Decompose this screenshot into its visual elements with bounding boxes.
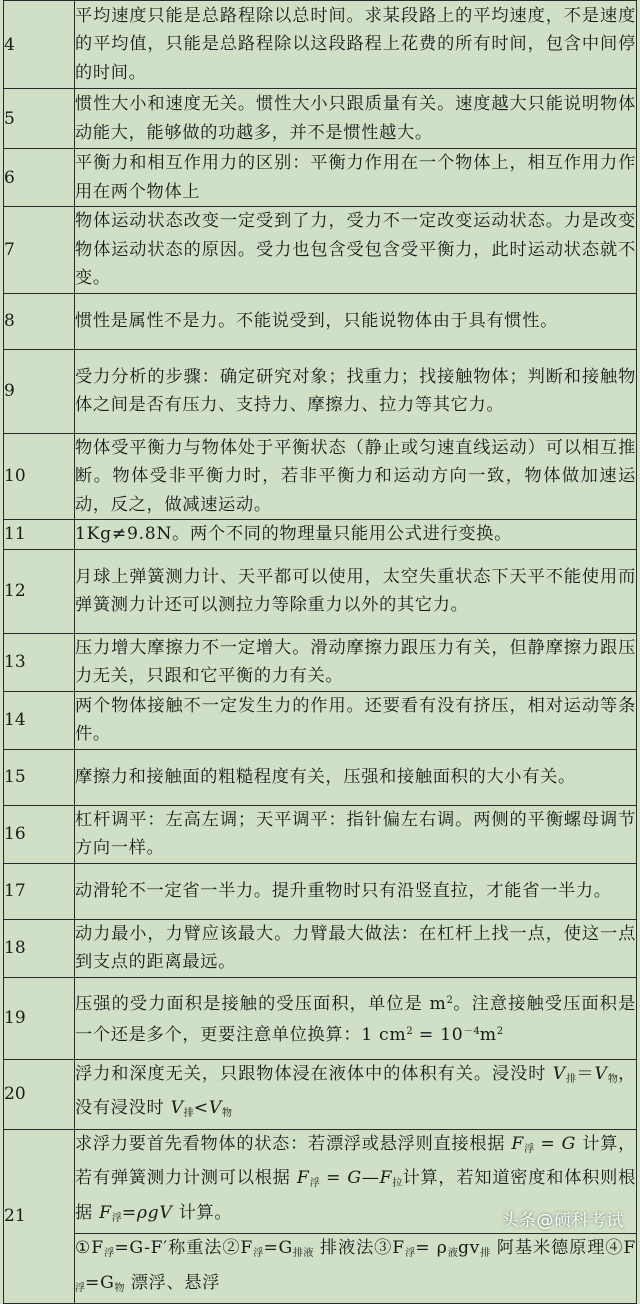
- table-row: [4, 919, 637, 977]
- row-text: [75, 1234, 637, 1304]
- subscript: 排: [565, 1073, 577, 1085]
- table-row: [4, 293, 637, 349]
- text-segment: =G: [263, 1238, 293, 1258]
- text-segment: 计算，若知道密度和体积则根据: [75, 1168, 637, 1223]
- row-number: 4: [4, 1, 75, 89]
- variable: F: [296, 1168, 310, 1188]
- text-segment: 计算，若有弹簧测力计测可以根据: [75, 1133, 637, 1188]
- row-text: 平衡力和相互作用力的区别：平衡力作用在一个物体上，相互作用力作用在两个物体上: [75, 149, 637, 207]
- row-text: 物体受平衡力与物体处于平衡状态（静止或匀速直线运动）可以相互推断。物体受非平衡力时，若非平衡力和运动方向一致，物体做加速运动，反之，做减速运动。: [75, 433, 637, 520]
- physics-notes-table: [3, 0, 637, 1304]
- row-number: 9: [4, 349, 75, 433]
- text-segment: =G-F′称重法②F: [114, 1238, 254, 1258]
- operator: =: [121, 1202, 137, 1223]
- row-text: 压力增大摩擦力不一定增大。滑动摩擦力跟压力有关，但静摩擦力跟压力无关，只跟和它平衡的力有关。: [75, 633, 637, 691]
- variable: V: [208, 1098, 222, 1118]
- table-row: [4, 749, 637, 805]
- variable: V: [552, 1063, 566, 1084]
- subscript: 浮: [111, 1212, 122, 1224]
- operator: =: [534, 1133, 562, 1154]
- text-segment: 计算。: [172, 1202, 233, 1223]
- operator: —: [361, 1168, 380, 1188]
- row-text: 摩擦力和接触面的粗糙程度有关，压强和接触面积的大小有关。: [75, 749, 637, 805]
- table-row: [4, 1234, 637, 1304]
- row-number: 18: [4, 919, 75, 977]
- text-segment: 求浮力要首先看物体的状态：若漂浮或悬浮则直接根据: [75, 1133, 512, 1154]
- text-segment: =G: [85, 1272, 115, 1293]
- table-row: [4, 349, 637, 433]
- operator: ＝: [576, 1063, 595, 1084]
- text-segment: ①F: [75, 1238, 104, 1258]
- variable: V: [594, 1063, 608, 1084]
- text-segment: 漂浮、悬浮: [124, 1272, 221, 1293]
- row-number: 20: [4, 1059, 75, 1129]
- row-number: 17: [4, 863, 75, 919]
- row-number: 19: [4, 977, 75, 1059]
- row-text: [75, 977, 637, 1059]
- row-number: 10: [4, 433, 75, 520]
- table-row: [4, 805, 637, 863]
- variable: F: [99, 1202, 112, 1223]
- row-text: 动滑轮不一定省一半力。提升重物时只有沿竖直拉，才能省一半力。: [75, 863, 637, 919]
- watermark: 头条@硕科考试: [501, 1211, 624, 1231]
- variable: G: [561, 1133, 577, 1154]
- superscript: 2: [496, 1026, 504, 1037]
- row-text: [75, 1059, 637, 1129]
- row-number: 15: [4, 749, 75, 805]
- subscript: 排液: [292, 1248, 314, 1259]
- table-row: [4, 207, 637, 294]
- subscript: 浮: [103, 1248, 115, 1259]
- subscript: 浮: [253, 1248, 264, 1259]
- table-row: [4, 549, 637, 633]
- table-row: [4, 633, 637, 691]
- row-text: 月球上弹簧测力计、天平都可以使用，太空失重状态下天平不能使用而弹簧测力计还可以测拉力等除重力以外的其它力。: [75, 549, 637, 633]
- row-number: 5: [4, 89, 75, 149]
- text-segment: 浮力和深度无关，只跟物体浸在液体中的体积有关。浸没时: [75, 1063, 553, 1084]
- subscript: 液: [447, 1248, 458, 1259]
- table-row: [4, 149, 637, 207]
- subscript: 浮: [404, 1248, 416, 1259]
- subscript: 物: [607, 1073, 619, 1085]
- table-row: [4, 1, 637, 89]
- row-text: 受力分析的步骤：确定研究对象；找重力；找接触物体；判断和接触物体之间是否有压力、支持力、摩擦力、拉力等其它力。: [75, 349, 637, 433]
- row-number: 16: [4, 805, 75, 863]
- subscript: 浮: [524, 1143, 535, 1155]
- subscript: 物: [221, 1108, 232, 1119]
- row-text: 两个物体接触不一定发生力的作用。还要看有没有挤压，相对运动等条件。: [75, 691, 637, 749]
- text-segment: 排液法③F: [313, 1238, 405, 1258]
- row-text: 物体运动状态改变一定受到了力，受力不一定改变运动状态。力是改变物体运动状态的原因。受力也包含受包含受平衡力，此时运动状态就不变。: [75, 207, 637, 294]
- subscript: 拉: [392, 1178, 403, 1189]
- row-number: 11: [4, 520, 75, 550]
- table-row: [4, 520, 637, 550]
- text-segment: 。注意接触受压面积是一个还是多个，更要注意单位换算：1 cm: [75, 993, 636, 1045]
- text-segment: 压强的受力面积是接触的受压面积，单位是 m: [75, 993, 447, 1014]
- operator: =: [319, 1168, 348, 1188]
- row-number: 14: [4, 691, 75, 749]
- variable: V: [170, 1098, 184, 1118]
- subscript: 物: [114, 1282, 125, 1294]
- table-row: [4, 691, 637, 749]
- row-number: 13: [4, 633, 75, 691]
- text-segment: = 10: [412, 1025, 464, 1045]
- table-row: [4, 977, 637, 1059]
- variable: G: [347, 1168, 362, 1188]
- text-segment: m: [479, 1025, 497, 1045]
- row-number: 12: [4, 549, 75, 633]
- text-segment: gv: [457, 1238, 481, 1258]
- table-row: [4, 433, 637, 520]
- row-text: 惯性是属性不是力。不能说受到，只能说物体由于具有惯性。: [75, 293, 637, 349]
- superscript: －4: [463, 1026, 480, 1037]
- row-text: 惯性大小和速度无关。惯性大小只跟质量有关。速度越大只能说明物体动能大，能够做的功越多，并不是惯性越大。: [75, 89, 637, 149]
- row-text: 杠杆调平：左高左调；天平调平：指针偏左右调。两侧的平衡螺母调节方向一样。: [75, 805, 637, 863]
- subscript: 浮: [75, 1282, 85, 1294]
- superscript: 2: [406, 1026, 413, 1037]
- row-text: 动力最小，力臂应该最大。力臂最大做法：在杠杆上找一点，使这一点到支点的距离最远。: [75, 919, 637, 977]
- variable: ρgV: [136, 1202, 173, 1223]
- subscript: 浮: [309, 1178, 320, 1189]
- table-row: [4, 863, 637, 919]
- table-row: [4, 89, 637, 149]
- superscript: 2: [446, 994, 453, 1006]
- operator: <: [193, 1098, 209, 1118]
- subscript: 排: [183, 1108, 194, 1119]
- text-segment: = ρ: [415, 1238, 448, 1258]
- row-number: 8: [4, 293, 75, 349]
- row-text: 1Kg≠9.8N。两个不同的物理量只能用公式进行变换。: [75, 520, 637, 550]
- variable: F: [379, 1168, 393, 1188]
- text-segment: 阿基米德原理④F: [490, 1238, 637, 1258]
- row-number: 7: [4, 207, 75, 294]
- row-number: 6: [4, 149, 75, 207]
- subscript: 排: [480, 1248, 491, 1259]
- variable: F: [511, 1133, 525, 1154]
- row-number: 21: [4, 1129, 75, 1304]
- text-segment: ，没有浸没时: [75, 1063, 637, 1118]
- table-row: [4, 1059, 637, 1129]
- row-text: 平均速度只能是总路程除以总时间。求某段路上的平均速度，不是速度的平均值，只能是总路程除以这段路程上花费的所有时间，包含中间停的时间。: [75, 1, 637, 89]
